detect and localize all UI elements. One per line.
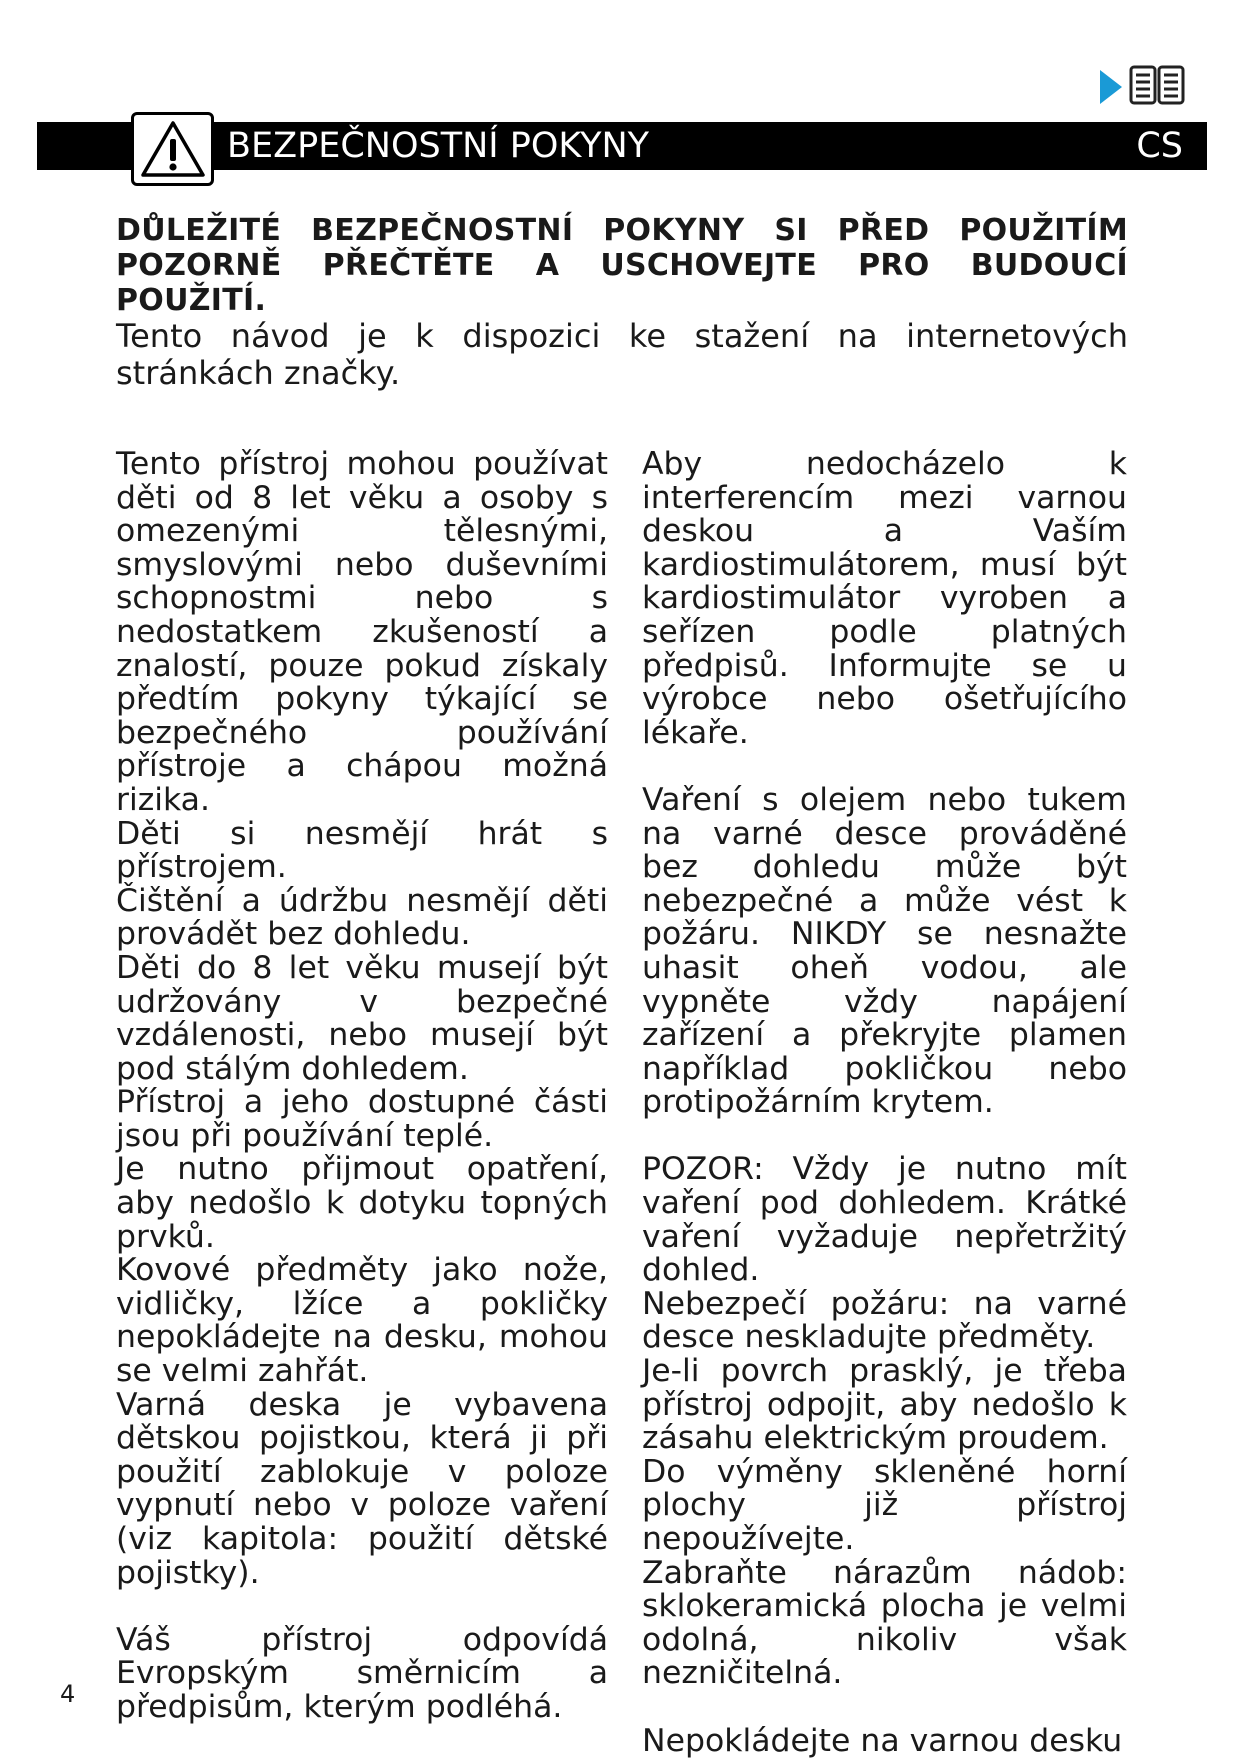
page-nav-icons <box>1085 64 1195 108</box>
paragraph: Varná deska je vybavena dětskou pojistkou, která ji při použití zablokuje v poloze vypnutí nebo v poloze vaření (viz kapitola: použití dětské pojistky). <box>116 1386 608 1591</box>
intro-section <box>116 213 1128 392</box>
paragraph: Do výměny skleněné horní plochy již přístroj nepoužívejte. <box>642 1453 1127 1557</box>
paragraph: Tento přístroj mohou používat děti od 8 let věku a osoby s omezenými tělesnými, smyslovými nebo duševními schopnostmi nebo s nedostatkem zkušeností a znalostí, pouze pokud získaly předtím pokyny týkající se bezpečného používání přístroje a chápou možná rizika. <box>116 446 608 818</box>
manual-book-icon <box>1129 64 1185 112</box>
section-title: BEZPEČNOSTNÍ POKYNY <box>227 126 650 166</box>
paragraph: Přístroj a jeho dostupné části jsou při používání teplé. <box>116 1084 608 1154</box>
warning-triangle-icon <box>140 119 206 179</box>
paragraph: Aby nedocházelo k interferencím mezi varnou deskou a Vaším kardiostimulátorem, musí být kardiostimulátor vyroben a seřízen podle platných předpisů. Informujte se u výrobce nebo ošetřujícího lékaře. <box>642 446 1127 751</box>
left-column <box>116 448 608 1725</box>
paragraph: Nepokládejte na varnou desku <box>642 1722 1123 1759</box>
paragraph: Váš přístroj odpovídá Evropským směrnicím a předpisům, kterým podléhá. <box>116 1621 608 1725</box>
paragraph: Čištění a údržbu nesmějí děti provádět bez dohledu. <box>116 882 608 953</box>
paragraph: Je-li povrch prasklý, je třeba přístroj odpojit, aby nedošlo k zásahu elektrickým proudem. <box>642 1353 1127 1457</box>
page-number: 4 <box>60 1680 76 1708</box>
paragraph: Děti do 8 let věku musejí být udržovány v bezpečné vzdálenosti, nebo musejí být pod stálým dohledem. <box>116 949 608 1087</box>
paragraph: Vaření s olejem nebo tukem na varné desce prováděné bez dohledu může být nebezpečné a může vést k požáru. NIKDY se nesnažte uhasit oheň vodou, ale vypněte vždy napájení zařízení a překryjte plamen například pokličkou nebo protipožárním krytem. <box>642 781 1127 1121</box>
intro-text: Tento návod je k dispozici ke stažení na internetových stránkách značky. <box>116 317 1128 392</box>
warning-badge <box>131 112 214 186</box>
paragraph: POZOR: Vždy je nutno mít vaření pod dohledem. Krátké vaření vyžaduje nepřetržitý dohled. <box>642 1151 1127 1289</box>
paragraph: Je nutno přijmout opatření, aby nedošlo k dotyku topných prvků. <box>116 1151 608 1255</box>
paragraph: Kovové předměty jako nože, vidličky, lžíce a pokličky nepokládejte na desku, mohou se velmi zahřát. <box>116 1252 608 1390</box>
paragraph: Děti si nesmějí hrát s přístrojem. <box>116 815 608 886</box>
language-code: CS <box>1136 126 1183 166</box>
play-arrow-icon <box>1098 68 1124 110</box>
intro-heading: DŮLEŽITÉ BEZPEČNOSTNÍ POKYNY SI PŘED POUŽITÍM POZORNĚ PŘEČTĚTE A USCHOVEJTE PRO BUDOUCÍ POUŽITÍ. <box>116 213 1128 318</box>
right-column <box>642 448 1127 1758</box>
paragraph: Zabraňte nárazům nádob: sklokeramická plocha je velmi odolná, nikoliv však nezničitelná. <box>642 1554 1127 1692</box>
paragraph: Nebezpečí požáru: na varné desce neskladujte předměty. <box>642 1285 1127 1356</box>
